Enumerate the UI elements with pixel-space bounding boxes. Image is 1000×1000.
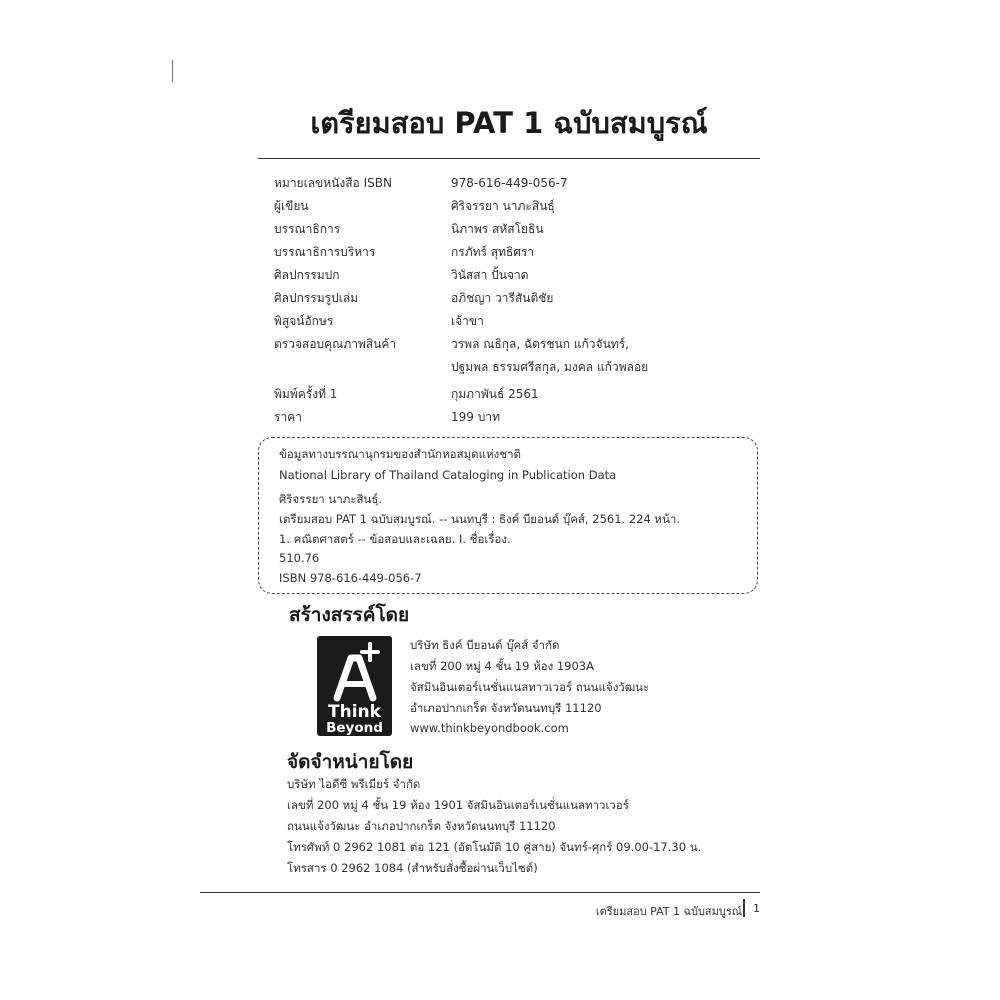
creator-website: www.thinkbeyondbook.com bbox=[410, 721, 569, 735]
cip-heading-english: National Library of Thailand Cataloging in Publication Data bbox=[279, 468, 617, 482]
info-row-executive-editor bbox=[274, 241, 754, 264]
cip-heading-thai: ข้อมูลทางบรรณานุกรมของสำนักหอสมุดแห่งชาติ bbox=[279, 447, 521, 461]
info-row-price bbox=[274, 406, 754, 429]
info-value: ปฐมพล ธรรมศรีสกุล, มงคล แก้วพลอย bbox=[451, 360, 649, 374]
info-value: 199 บาท bbox=[451, 410, 500, 424]
info-label: พิมพ์ครั้งที่ 1 bbox=[274, 387, 338, 401]
info-row-editor bbox=[274, 218, 754, 241]
distributor-heading: จัดจำหน่ายโดย bbox=[287, 751, 414, 773]
a-plus-icon bbox=[317, 636, 392, 736]
title-divider bbox=[258, 158, 760, 159]
info-label: ศิลปกรรมปก bbox=[274, 268, 340, 282]
info-row-quality-check bbox=[274, 333, 754, 356]
info-row-layout-art bbox=[274, 287, 754, 310]
cip-author: ศิริจรรยา นาภะสินธุ์. bbox=[279, 492, 383, 506]
info-value: วินัสสา ปั้นจาด bbox=[451, 268, 529, 282]
cip-title-entry: เตรียมสอบ PAT 1 ฉบับสมบูรณ์. -- นนทบุรี : ธิงค์ บียอนด์ บุ๊คส์, 2561. 224 หน้า. bbox=[279, 512, 680, 526]
creator-address-2: จัสมินอินเตอร์เนชั่นแนลทาวเวอร์ ถนนแจ้งวัฒนะ bbox=[410, 680, 650, 694]
info-row-cover-art bbox=[274, 264, 754, 287]
cip-isbn: ISBN 978-616-449-056-7 bbox=[279, 571, 422, 585]
logo-text-think: Think bbox=[328, 702, 381, 722]
distributor-address-2: ถนนแจ้งวัฒนะ อำเภอปากเกร็ด จังหวัดนนทบุรี 11120 bbox=[287, 819, 556, 833]
info-value: ศิริจรรยา นาภะสินธุ์ bbox=[451, 199, 555, 213]
info-label: ศิลปกรรมรูปเล่ม bbox=[274, 291, 359, 305]
distributor-company: บริษัท ไอดีซี พรีเมียร์ จำกัด bbox=[287, 777, 421, 791]
page-title: เตรียมสอบ PAT 1 ฉบับสมบูรณ์ bbox=[310, 106, 708, 140]
footer-book-title: เตรียมสอบ PAT 1 ฉบับสมบูรณ์ bbox=[595, 905, 742, 918]
info-value: กุมภาพันธ์ 2561 bbox=[451, 387, 539, 401]
info-row-quality-check-cont bbox=[274, 356, 754, 379]
info-value: 978-616-449-056-7 bbox=[451, 176, 568, 190]
info-row-isbn bbox=[274, 172, 754, 195]
page-number: 1 bbox=[753, 902, 760, 915]
footer-separator bbox=[743, 899, 745, 917]
cip-classification: 510.76 bbox=[279, 551, 320, 565]
info-label: หมายเลขหนังสือ ISBN bbox=[274, 176, 392, 190]
cip-subject: 1. คณิตศาสตร์ -- ข้อสอบและเฉลย. I. ชื่อเรื่อง. bbox=[279, 532, 511, 546]
crop-mark bbox=[172, 60, 173, 82]
cataloging-box bbox=[258, 437, 758, 594]
info-value: กรภัทร์ สุทธิศรา bbox=[451, 245, 535, 259]
info-value: วรพล ณธิกุล, ฉัตรชนก แก้วจันทร์, bbox=[451, 337, 629, 351]
creator-company: บริษัท ธิงค์ บียอนด์ บุ๊คส์ จำกัด bbox=[410, 638, 560, 652]
creator-address-3: อำเภอปากเกร็ด จังหวัดนนทบุรี 11120 bbox=[410, 701, 602, 715]
info-value: นิภาพร สหัสโยธิน bbox=[451, 222, 544, 236]
creator-heading: สร้างสรรค์โดย bbox=[289, 604, 410, 626]
info-row-edition bbox=[274, 383, 754, 406]
footer-divider bbox=[200, 892, 760, 893]
info-value: อภิชญา วารีสันติชัย bbox=[451, 291, 554, 305]
info-label: บรรณาธิการ bbox=[274, 222, 341, 236]
info-row-proofreader bbox=[274, 310, 754, 333]
think-beyond-logo bbox=[317, 636, 392, 736]
distributor-phone: โทรศัพท์ 0 2962 1081 ต่อ 121 (อัตโนมัติ 10 คู่สาย) จันทร์-ศุกร์ 09.00-17.30 น. bbox=[287, 840, 702, 854]
info-label: บรรณาธิการบริหาร bbox=[274, 245, 376, 259]
info-label: ราคา bbox=[274, 410, 302, 424]
info-row-author bbox=[274, 195, 754, 218]
info-label: ตรวจสอบคุณภาพสินค้า bbox=[274, 337, 397, 351]
info-label: พิสูจน์อักษร bbox=[274, 314, 334, 328]
info-label: ผู้เขียน bbox=[274, 199, 309, 213]
logo-text-beyond: Beyond bbox=[326, 720, 383, 736]
distributor-fax: โทรสาร 0 2962 1084 (สำหรับสั่งซื้อผ่านเว็บไซต์) bbox=[287, 861, 538, 875]
distributor-address-1: เลขที่ 200 หมู่ 4 ชั้น 19 ห้อง 1901 จัสมินอินเตอร์เนชั่นแนลทาวเวอร์ bbox=[287, 798, 629, 812]
book-info-table bbox=[274, 172, 754, 429]
info-value: เจ้าขา bbox=[451, 314, 484, 328]
creator-address-1: เลขที่ 200 หมู่ 4 ชั้น 19 ห้อง 1903A bbox=[410, 659, 594, 673]
